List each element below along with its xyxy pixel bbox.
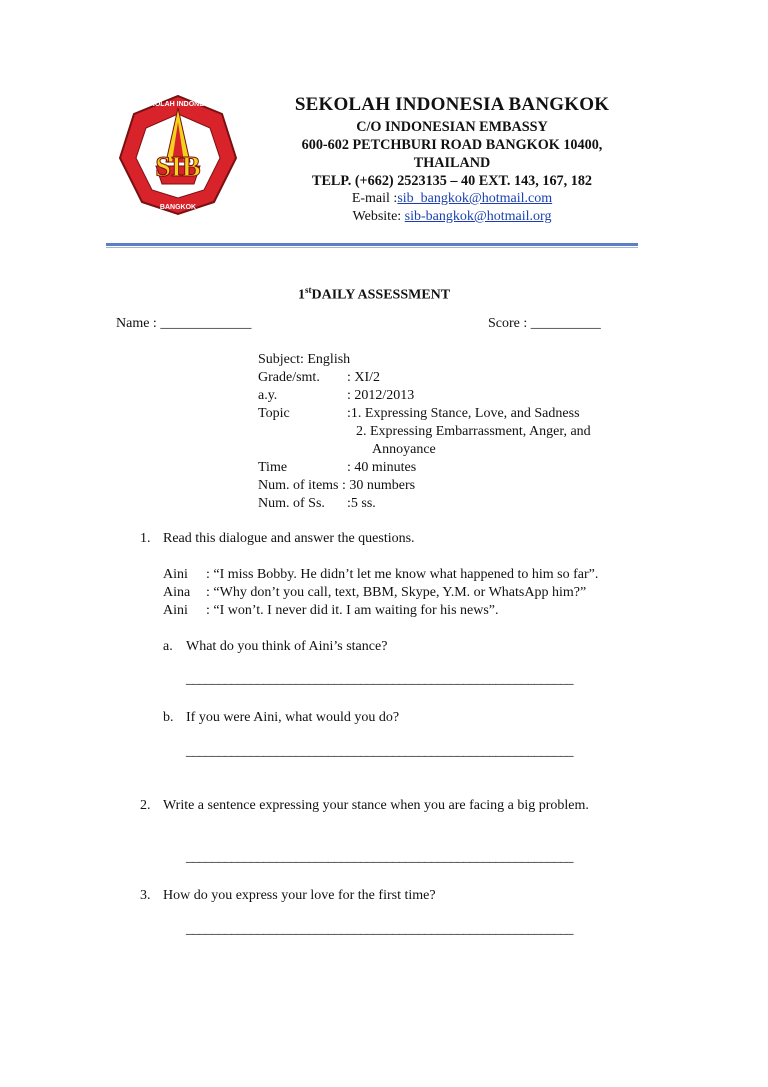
q3-answer-line[interactable]: ____________________________________________________________ (186, 922, 574, 937)
time-value: : 40 minutes (347, 460, 417, 475)
score-field: Score : __________ (488, 316, 601, 331)
dialogue-speaker-3: Aini (163, 603, 188, 618)
school-name: SEKOLAH INDONESIA BANGKOK (294, 94, 610, 115)
name-field: Name : _____________ (116, 316, 252, 331)
school-logo (116, 92, 240, 216)
dialogue-line-1: : “I miss Bobby. He didn’t let me know what happened to him so far”. (206, 567, 599, 582)
email-link[interactable]: sib_bangkok@hotmail.com (397, 191, 553, 206)
assessment-ordinal-suffix: st (305, 285, 312, 295)
header-line-3: THAILAND (413, 155, 491, 171)
q1a-text: What do you think of Aini’s stance? (186, 639, 388, 654)
q1b-answer-line[interactable]: ____________________________________________________________ (186, 744, 574, 759)
q1-text: Read this dialogue and answer the questions. (163, 531, 415, 546)
assessment-title-text: DAILY ASSESSMENT (311, 287, 451, 303)
num-ss-value: :5 ss. (347, 496, 376, 511)
email-line (262, 190, 642, 208)
topic-value-2-cont: Annoyance (372, 442, 436, 457)
q1a-answer-line[interactable]: ____________________________________________________________ (186, 672, 574, 687)
q1a-letter: a. (163, 639, 173, 654)
grade-value: : XI/2 (347, 370, 381, 385)
logo-ring-bottom: BANGKOK (159, 204, 197, 211)
subject: Subject: English (258, 352, 351, 367)
q1b-letter: b. (163, 710, 174, 725)
topic-label: Topic (258, 406, 290, 421)
num-ss-label: Num. of Ss. (258, 496, 325, 511)
email-label: E-mail : (351, 191, 398, 206)
q2-text: Write a sentence expressing your stance when you are facing a big problem. (163, 798, 589, 813)
header-line-1: C/O INDONESIAN EMBASSY (356, 119, 548, 135)
assessment-ordinal: 1 (298, 287, 305, 303)
q1-number: 1. (140, 531, 151, 546)
topic-value-2: 2. Expressing Embarrassment, Anger, and (356, 424, 591, 439)
logo-ring-top: SEKOLAH INDONESIA (140, 101, 216, 108)
assessment-title (298, 281, 450, 305)
logo-text: SIB (155, 152, 201, 183)
website-label: Website: (352, 209, 405, 224)
ay-value: : 2012/2013 (347, 388, 415, 403)
time-label: Time (258, 460, 288, 475)
q3-text: How do you express your love for the first time? (163, 888, 436, 903)
header-line-4: TELP. (+662) 2523135 – 40 EXT. 143, 167, 182 (311, 173, 593, 189)
website-line (262, 208, 642, 226)
grade-label: Grade/smt. (258, 370, 320, 385)
q3-number: 3. (140, 888, 151, 903)
header-divider (106, 243, 638, 246)
q1b-text: If you were Aini, what would you do? (186, 710, 400, 725)
website-link[interactable]: sib-bangkok@hotmail.org (404, 209, 552, 224)
dialogue-speaker-1: Aini (163, 567, 188, 582)
header-divider-thin (106, 247, 638, 248)
q2-answer-line[interactable]: ____________________________________________________________ (186, 850, 574, 865)
q2-number: 2. (140, 798, 151, 813)
dialogue-line-2: : “Why don’t you call, text, BBM, Skype, Y.M. or WhatsApp him?” (206, 585, 587, 600)
ay-label: a.y. (258, 388, 278, 403)
topic-value-1: :1. Expressing Stance, Love, and Sadness (347, 406, 580, 421)
num-items: Num. of items : 30 numbers (258, 478, 416, 493)
dialogue-line-3: : “I won’t. I never did it. I am waiting for his news”. (206, 603, 499, 618)
dialogue-speaker-2: Aina (163, 585, 191, 600)
header-line-2: 600-602 PETCHBURI ROAD BANGKOK 10400, (301, 137, 603, 153)
